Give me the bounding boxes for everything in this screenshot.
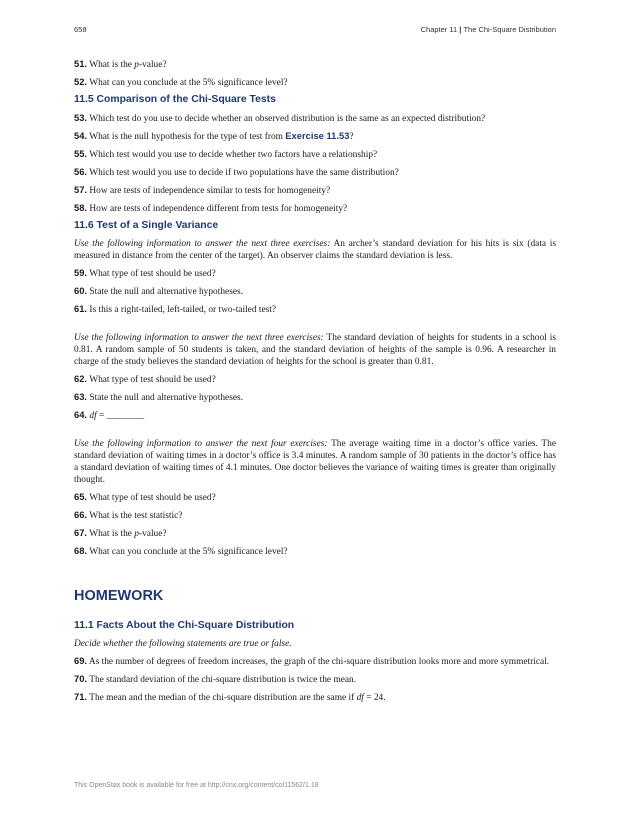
exercise-66	[74, 509, 556, 522]
section-heading-11-1: 11.1 Facts About the Chi-Square Distribution	[74, 620, 295, 631]
header-separator: |	[457, 25, 464, 34]
exercise-number: 70.	[74, 673, 88, 684]
exercise-number: 61.	[74, 303, 88, 314]
exercise-text: = ________	[96, 411, 145, 421]
exercise-text: What can you conclude at the 5% significance level?	[89, 78, 288, 88]
page-footer: This OpenStax book is available for free at http://cnx.org/content/col11562/1.18	[74, 782, 319, 789]
exercise-68	[74, 545, 556, 558]
exercise-number: 66.	[74, 509, 88, 520]
exercise-number: 67.	[74, 527, 88, 538]
exercise-number: 56.	[74, 166, 88, 177]
exercise-text: As the number of degrees of freedom increases, the graph of the chi-square distribution looks more and more symmetrical.	[88, 657, 550, 667]
exercise-number: 65.	[74, 491, 88, 502]
exercise-intro-2	[74, 332, 556, 368]
running-header	[421, 25, 556, 34]
chapter-label: Chapter 11	[420, 25, 458, 34]
exercise-63	[74, 391, 556, 404]
spacer	[74, 321, 556, 332]
exercise-59	[74, 267, 556, 280]
homework-instruction: Decide whether the following statements are true or false.	[74, 639, 292, 649]
exercise-70	[74, 673, 556, 686]
exercise-57	[74, 184, 556, 197]
intro-lead: Use the following information to answer the next three exercises:	[74, 239, 331, 249]
exercise-intro-3	[74, 438, 556, 486]
exercise-text: What is the null hypothesis for the type of test from	[89, 132, 286, 142]
spacer	[74, 427, 556, 438]
exercise-56	[74, 166, 556, 179]
exercise-text: What is the	[89, 529, 135, 539]
exercise-text: = 24.	[363, 693, 386, 703]
exercise-number: 71.	[74, 691, 88, 702]
exercise-text: Which test would you use to decide whether two factors have a relationship?	[89, 150, 378, 160]
exercise-text: -value?	[138, 60, 167, 70]
italic-term: df	[89, 411, 97, 421]
exercise-text: How are tests of independence similar to tests for homogeneity?	[89, 186, 331, 196]
intro-lead: Use the following information to answer the next three exercises:	[74, 333, 324, 343]
exercise-53	[74, 112, 556, 125]
exercise-64	[74, 409, 556, 422]
exercise-number: 69.	[74, 655, 88, 666]
section-heading-11-5: 11.5 Comparison of the Chi-Square Tests	[74, 94, 276, 105]
exercise-62	[74, 373, 556, 386]
homework-heading: HOMEWORK	[74, 588, 164, 604]
exercise-number: 53.	[74, 112, 88, 123]
exercise-54	[74, 130, 556, 143]
section-heading-11-6: 11.6 Test of a Single Variance	[74, 220, 219, 231]
italic-term: p	[134, 60, 139, 70]
exercise-text: How are tests of independence different from tests for homogeneity?	[89, 204, 348, 214]
exercise-65	[74, 491, 556, 504]
exercise-number: 59.	[74, 267, 88, 278]
exercise-number: 62.	[74, 373, 88, 384]
exercise-text: What type of test should be used?	[89, 493, 216, 503]
intro-lead: Use the following information to answer the next four exercises:	[74, 439, 328, 449]
exercise-text: Which test do you use to decide whether an observed distribution is the same as an expected distribution?	[89, 114, 486, 124]
exercise-number: 68.	[74, 545, 88, 556]
exercise-text: What is the	[89, 60, 135, 70]
exercise-60	[74, 285, 556, 298]
exercise-number: 57.	[74, 184, 88, 195]
intro-text: The standard deviation of heights for students in a school is 0.81. A random sample of 50 students is taken, and the standard deviation of heights of the sample is 0.96. A researcher in charge of the study believes the standard deviation of heights for the school is greater than 0.81.	[74, 333, 556, 367]
exercise-69	[74, 655, 556, 668]
exercise-text: State the null and alternative hypotheses.	[89, 287, 243, 297]
exercise-number: 51.	[74, 58, 88, 69]
exercise-number: 58.	[74, 202, 88, 213]
exercise-51	[74, 58, 556, 71]
exercise-52	[74, 76, 556, 89]
exercise-text: The standard deviation of the chi-square distribution is twice the mean.	[89, 675, 357, 685]
intro-text: The average waiting time in a doctor’s office varies. The standard deviation of waiting times in a doctor’s office is 3.4 minutes. A random sample of 30 patients in the doctor’s office has a standard deviation of waiting times of 4.1 minutes. One doctor believes the variance of waiting times is greater than originally thought.	[74, 439, 556, 485]
exercise-text: What type of test should be used?	[89, 269, 216, 279]
exercise-text: What type of test should be used?	[89, 375, 216, 385]
exercise-61	[74, 303, 556, 316]
exercise-link[interactable]: Exercise 11.53	[285, 130, 350, 141]
exercise-58	[74, 202, 556, 215]
exercise-number: 64.	[74, 409, 88, 420]
exercise-71	[74, 691, 556, 704]
exercise-number: 55.	[74, 148, 88, 159]
exercise-text: -value?	[138, 529, 167, 539]
exercise-text: What can you conclude at the 5% significance level?	[89, 547, 288, 557]
page-content	[74, 58, 556, 709]
exercise-number: 63.	[74, 391, 88, 402]
italic-term: p	[134, 529, 139, 539]
page-number: 658	[74, 25, 87, 34]
exercise-55	[74, 148, 556, 161]
exercise-67	[74, 527, 556, 540]
exercise-number: 54.	[74, 130, 88, 141]
exercise-intro-1	[74, 238, 556, 262]
exercise-number: 52.	[74, 76, 88, 87]
exercise-text: Which test would you use to decide if two populations have the same distribution?	[89, 168, 399, 178]
italic-term: df	[356, 693, 364, 703]
exercise-text: ?	[349, 132, 354, 142]
exercise-text: What is the test statistic?	[89, 511, 183, 521]
chapter-title: The Chi-Square Distribution	[463, 25, 556, 34]
exercise-number: 60.	[74, 285, 88, 296]
exercise-text: Is this a right-tailed, left-tailed, or two-tailed test?	[89, 305, 277, 315]
intro-text: An archer’s standard deviation for his hits is six (data is measured in distance from the center of the target). An observer claims the standard deviation is less.	[74, 239, 557, 261]
exercise-text: State the null and alternative hypotheses.	[89, 393, 243, 403]
exercise-text: The mean and the median of the chi-square distribution are the same if	[89, 693, 357, 703]
